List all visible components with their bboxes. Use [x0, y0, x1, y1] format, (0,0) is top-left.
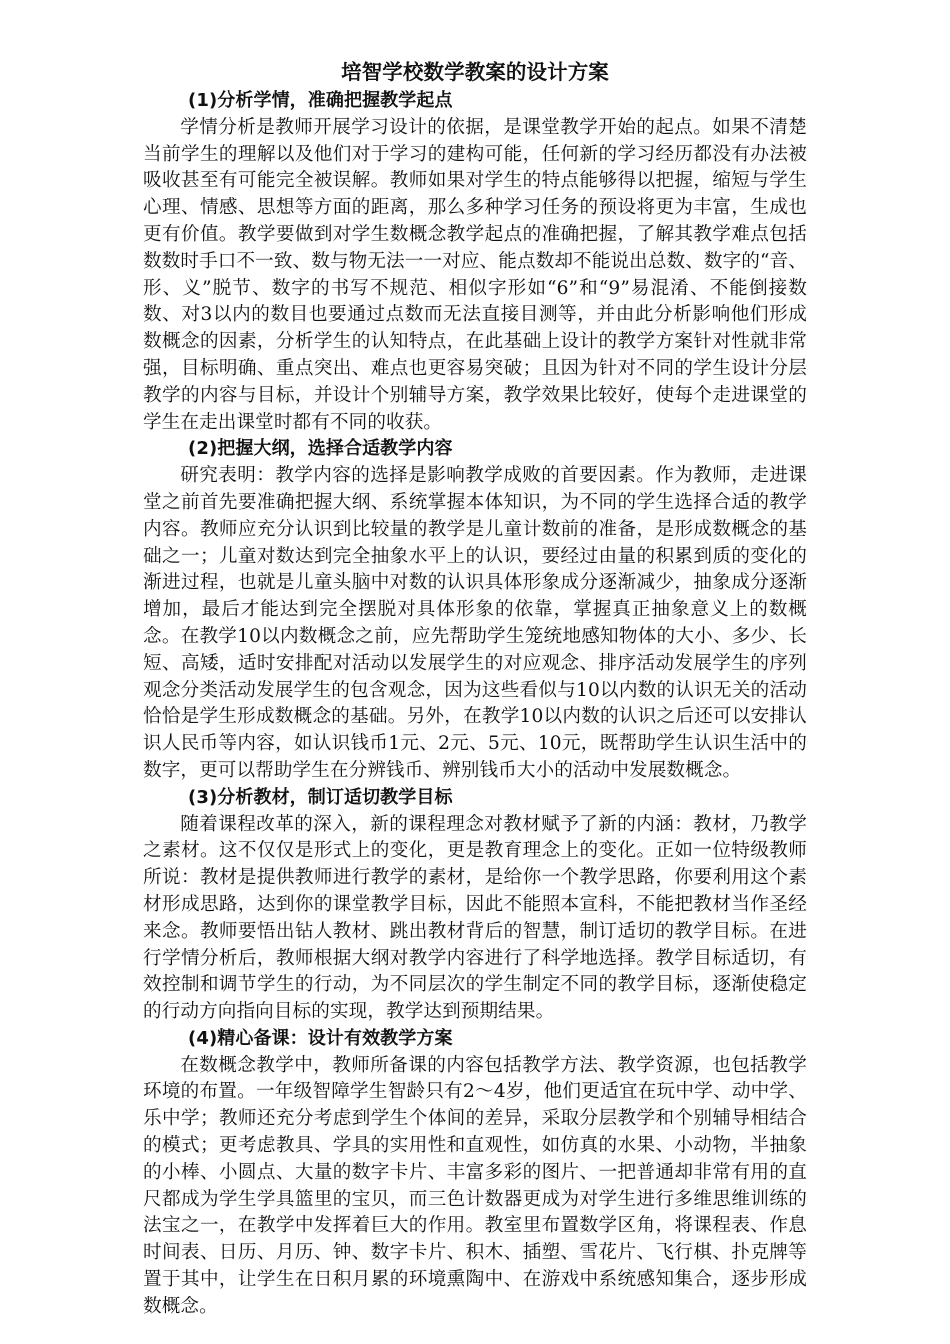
section-heading: (1)分析学情，准确把握教学起点 [188, 90, 453, 111]
section-body: 学情分析是教师开展学习设计的依据，是课堂教学开始的起点。如果不清楚当前学生的理解以及他们对于学习的建构可能，任何新的学习经历都没有办法被吸收甚至有可能完全被误解。教师如果对学生的特点能够得以把握，缩短与学生心理、情感、思想等方面的距离，那么多种学习任务的预设将更为丰富，生成也更有价值。教学要做到对学生数概念教学起点的准确把握，了解其教学难点包括数数时手口不一致、数与物无法一一对应、能点数却不能说出总数、数字的“音、形、义”脱节、数字的书写不规范、相似字形如“6”和“9”易混淆、不能倒接数数、对3以内的数目也要通过点数而无法直接目测等，并由此分析影响他们形成数概念的因素，分析学生的认知特点，在此基础上设计的教学方案针对性就非常强，目标明确、重点突出、难点也更容易突破；且因为针对不同的学生设计分层教学的内容与目标，并设计个别辅导方案，教学效果比较好，使每个走进课堂的学生在走出课堂时都有不同的收获。 [143, 116, 807, 433]
section-body: 随着课程改革的深入，新的课程理念对教材赋予了新的内涵：教材，乃教学之素材。这不仅仅是形式上的变化，更是教育理念上的变化。正如一位特级教师所说：教材是提供教师进行教学的素材，是给你一个教学思路，你要利用这个素材形成思路，达到你的课堂教学目标，因此不能照本宣科，不能把教材当作圣经来念。教师要悟出钻人教材、跳出教材背后的智慧，制订适切的教学目标。在进行学情分析后，教师根据大纲对教学内容进行了科学地选择。教学目标适切，有效控制和调节学生的行动，为不同层次的学生制定不同的教学目标，逐渐使稳定的行动方向指向目标的实现，教学达到预期结果。 [143, 813, 807, 1023]
section-3 [143, 785, 807, 1026]
section-body: 研究表明：教学内容的选择是影响教学成败的首要因素。作为教师，走进课堂之前首先要准确把握大纲、系统掌握本体知识，为不同的学生选择合适的教学内容。教师应充分认识到比较量的教学是儿童计数前的准备，是形成数概念的基础之一；儿童对数达到完全抽象水平上的认识，要经过由量的积累到质的变化的渐进过程，也就是儿童头脑中对数的认识具体形象成分逐渐减少，抽象成分逐渐增加，最后才能达到完全摆脱对具体形象的依靠，掌握真正抽象意义上的数概念。在教学10以内数概念之前，应先帮助学生笼统地感知物体的大小、多少、长短、高矮，适时安排配对活动以发展学生的对应观念、排序活动发展学生的序列观念分类活动发展学生的包含观念，因为这些看似与10以内数的认识无关的活动恰恰是学生形成数概念的基础。另外，在教学10以内数的认识之后还可以安排认识人民币等内容，如认识钱币1元、2元、5元、10元，既帮助学生认识生活中的数字，更可以帮助学生在分辨钱币、辨别钱币大小的活动中发展数概念。 [143, 465, 807, 781]
section-heading: (2)把握大纲，选择合适教学内容 [188, 438, 453, 460]
section-4 [143, 1026, 807, 1321]
document-page [143, 58, 807, 1321]
section-2 [143, 436, 807, 784]
document-title: 培智学校数学教案的设计方案 [341, 60, 609, 84]
section-heading: (4)精心备课：设计有效教学方案 [188, 1027, 453, 1049]
section-body: 在数概念教学中，教师所备课的内容包括教学方法、教学资源，也包括教学环境的布置。一年级智障学生智龄只有2～4岁，他们更适宜在玩中学、动中学、乐中学；教师还充分考虑到学生个体间的差异，采取分层教学和个别辅导相结合的模式；更考虑教具、学具的实用性和直观性，如仿真的水果、小动物，半抽象的小棒、小圆点、大量的数字卡片、丰富多彩的图片、一把普通却非常有用的直尺都成为学生学具篮里的宝贝，而三色计数器更成为对学生进行多维思维训练的法宝之一，在教学中发挥着巨大的作用。教室里布置数学区角，将课程表、作息时间表、日历、月历、钟、数字卡片、积木、插塑、雪花片、飞行棋、扑克牌等置于其中，让学生在日积月累的环境熏陶中、在游戏中系统感知集合，逐步形成数概念。 [143, 1054, 807, 1317]
section-1 [143, 88, 807, 436]
section-heading: (3)分析教材，制订适切教学目标 [188, 786, 453, 808]
